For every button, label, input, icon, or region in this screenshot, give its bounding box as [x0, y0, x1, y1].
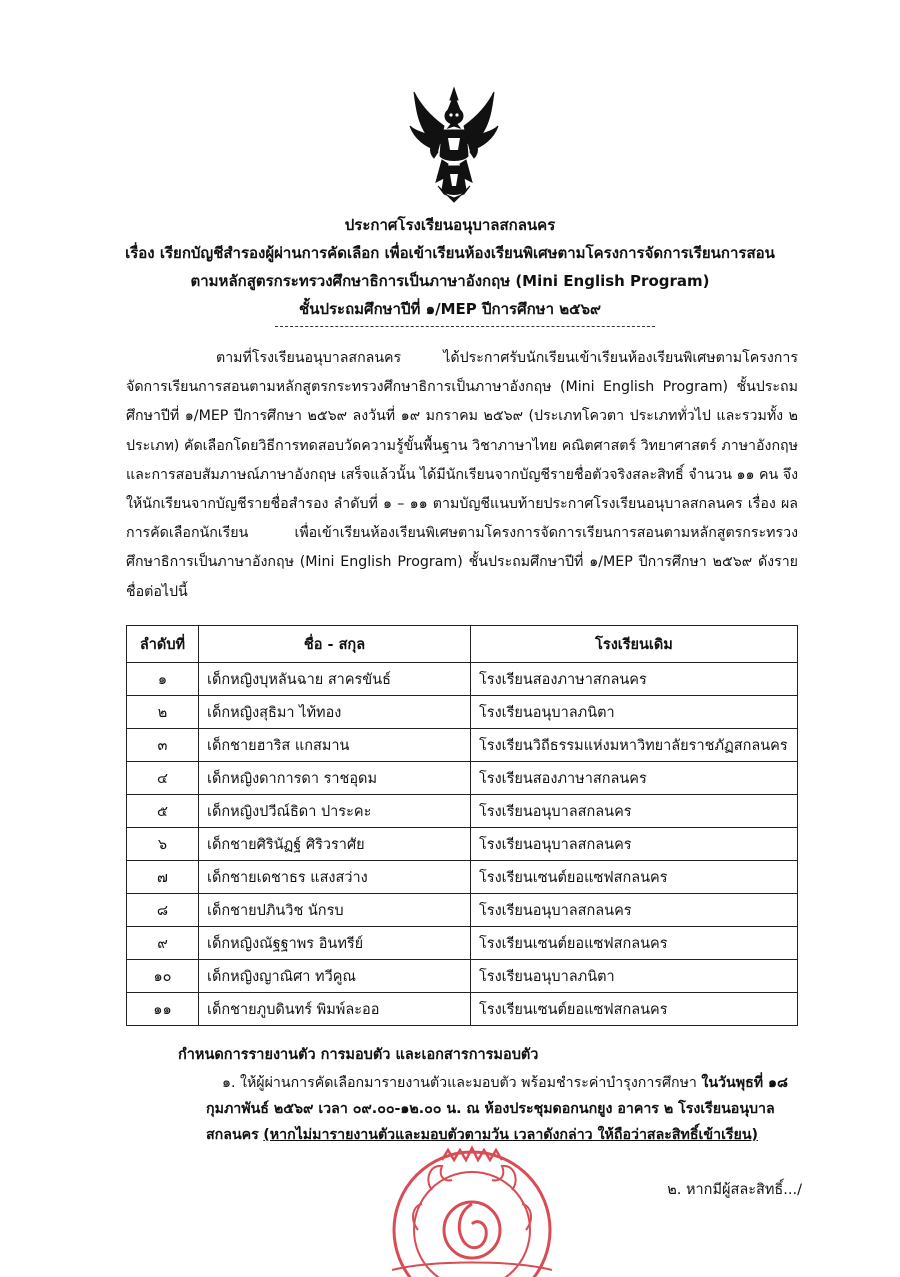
table-row [127, 729, 798, 762]
row-name: เด็กหญิงญาณิศา ทวีคูณ [199, 960, 471, 993]
table-row [127, 894, 798, 927]
row-number: ๑๑ [127, 993, 199, 1026]
item1-forfeit-note: (หากไม่มารายงานตัวและมอบตัวตามวัน เวลาดังกล่าว ให้ถือว่าสละสิทธิ์เข้าเรียน) [263, 1127, 759, 1143]
row-name: เด็กชายปภินวิช นักรบ [199, 894, 471, 927]
table-row [127, 696, 798, 729]
row-number: ๓ [127, 729, 199, 762]
table-row [127, 960, 798, 993]
table-row [127, 927, 798, 960]
row-name: เด็กชายภูบดินทร์ พิมพ์ละออ [199, 993, 471, 1026]
row-school: โรงเรียนเซนต์ยอแซฟสกลนคร [471, 993, 798, 1026]
announcement-title: ประกาศโรงเรียนอนุบาลสกลนคร [344, 216, 556, 234]
dashed-divider [275, 326, 655, 327]
row-number: ๒ [127, 696, 199, 729]
row-name: เด็กหญิงบุหลันฉาย สาครขันธ์ [199, 663, 471, 696]
row-name: เด็กชายฮาริส แกสมาน [199, 729, 471, 762]
row-school: โรงเรียนสองภาษาสกลนคร [471, 663, 798, 696]
subject-line-3: ชั้นประถมศึกษาปีที่ ๑/MEP ปีการศึกษา ๒๕๖๙ [299, 300, 601, 318]
header-school: โรงเรียนเดิม [471, 626, 798, 663]
row-number: ๔ [127, 762, 199, 795]
garuda-emblem-icon [408, 86, 500, 204]
row-school: โรงเรียนอนุบาลภนิตา [471, 696, 798, 729]
row-number: ๘ [127, 894, 199, 927]
item1-text: ๑. ให้ผู้ผ่านการคัดเลือกมารายงานตัวและมอบตัว พร้อมชำระค่าบำรุงการศึกษา [222, 1075, 702, 1091]
candidate-table [126, 625, 798, 1026]
subject-line: เรื่อง เรียกบัญชีสำรองผู้ผ่านการคัดเลือก เพื่อเข้าเรียนห้องเรียนพิเศษตามโครงการจัดการเรียนการสอน [125, 244, 775, 262]
row-name: เด็กหญิงปวีณ์ธิดา ปาระคะ [199, 795, 471, 828]
table-row [127, 861, 798, 894]
item1-date-venue: ในวันพุธที่ ๑๘ กุมภาพันธ์ ๒๕๖๙ เวลา ๐๙.๐๐-๑๒.๐๐ น. ณ ห้องประชุมดอกนกยูง อาคาร ๒ โรงเรียนอนุบาลสกลนคร [206, 1075, 788, 1143]
row-name: เด็กชายเดชาธร แสงสว่าง [199, 861, 471, 894]
table-row [127, 993, 798, 1026]
row-number: ๙ [127, 927, 199, 960]
row-name: เด็กหญิงสุธิมา ไท้ทอง [199, 696, 471, 729]
row-school: โรงเรียนอนุบาลสกลนคร [471, 894, 798, 927]
row-school: โรงเรียนสองภาษาสกลนคร [471, 762, 798, 795]
row-number: ๗ [127, 861, 199, 894]
table-row [127, 663, 798, 696]
row-school: โรงเรียนอนุบาลภนิตา [471, 960, 798, 993]
row-name: เด็กหญิงณัฐฐาพร อินทรีย์ [199, 927, 471, 960]
table-row [127, 762, 798, 795]
row-school: โรงเรียนอนุบาลสกลนคร [471, 795, 798, 828]
row-school: โรงเรียนเซนต์ยอแซฟสกลนคร [471, 927, 798, 960]
row-name: เด็กหญิงดาการดา ราชอุดม [199, 762, 471, 795]
table-row [127, 828, 798, 861]
row-number: ๑๐ [127, 960, 199, 993]
row-school: โรงเรียนเซนต์ยอแซฟสกลนคร [471, 861, 798, 894]
row-name: เด็กชายศิรินัฏฐ์ ศิริวราศัย [199, 828, 471, 861]
header-order: ลำดับที่ [127, 626, 199, 663]
row-school: โรงเรียนวิถีธรรมแห่งมหาวิทยาลัยราชภัฏสกลนคร [471, 729, 798, 762]
continued-marker: ๒. หากมีผู้สละสิทธิ์.../ [667, 1182, 802, 1198]
table-header-row [127, 626, 798, 663]
body-paragraph: ตามที่โรงเรียนอนุบาลสกลนคร ได้ประกาศรับนักเรียนเข้าเรียนห้องเรียนพิเศษตามโครงการจัดการเรียนการสอนตามหลักสูตรกระทรวงศึกษาธิการเป็นภาษาอังกฤษ (Mini English Program) ชั้นประถมศึกษาปีที่ ๑/MEP ปีการศึกษา ๒๕๖๙ ลงวันที่ ๑๙ มกราคม ๒๕๖๙ (ประเภทโควตา ประเภททั่วไป และรวมทั้ง ๒ ประเภท) คัดเลือกโดยวิธีการทดสอบวัดความรู้ขั้นพื้นฐาน วิชาภาษาไทย คณิตศาสตร์ วิทยาศาสตร์ ภาษาอังกฤษ และการสอบสัมภาษณ์ภาษาอังกฤษ เสร็จแล้วนั้น ได้มีนักเรียนจากบัญชีรายชื่อตัวจริงสละสิทธิ์ จำนวน ๑๑ คน จึงให้นักเรียนจากบัญชีรายชื่อสำรอง ลำดับที่ ๑ – ๑๑ ตามบัญชีแนบท้ายประกาศโรงเรียนอนุบาลสกลนคร เรื่อง ผลการคัดเลือกนักเรียน เพื่อเข้าเรียนห้องเรียนพิเศษตามโครงการจัดการเรียนการสอนตามหลักสูตรกระทรวงศึกษาธิการเป็นภาษาอังกฤษ (Mini English Program) ชั้นประถมศึกษาปีที่ ๑/MEP ปีการศึกษา ๒๕๖๙ ดังรายชื่อต่อไปนี้ [126, 350, 798, 600]
row-school: โรงเรียนอนุบาลสกลนคร [471, 828, 798, 861]
subject-line-2: ตามหลักสูตรกระทรวงศึกษาธิการเป็นภาษาอังกฤษ (Mini English Program) [190, 272, 710, 290]
header-name: ชื่อ - สกุล [199, 626, 471, 663]
school-seal-stamp [372, 1120, 572, 1277]
row-number: ๖ [127, 828, 199, 861]
reporting-heading: กำหนดการรายงานตัว การมอบตัว และเอกสารการมอบตัว [178, 1047, 539, 1063]
row-number: ๑ [127, 663, 199, 696]
table-row [127, 795, 798, 828]
row-number: ๕ [127, 795, 199, 828]
